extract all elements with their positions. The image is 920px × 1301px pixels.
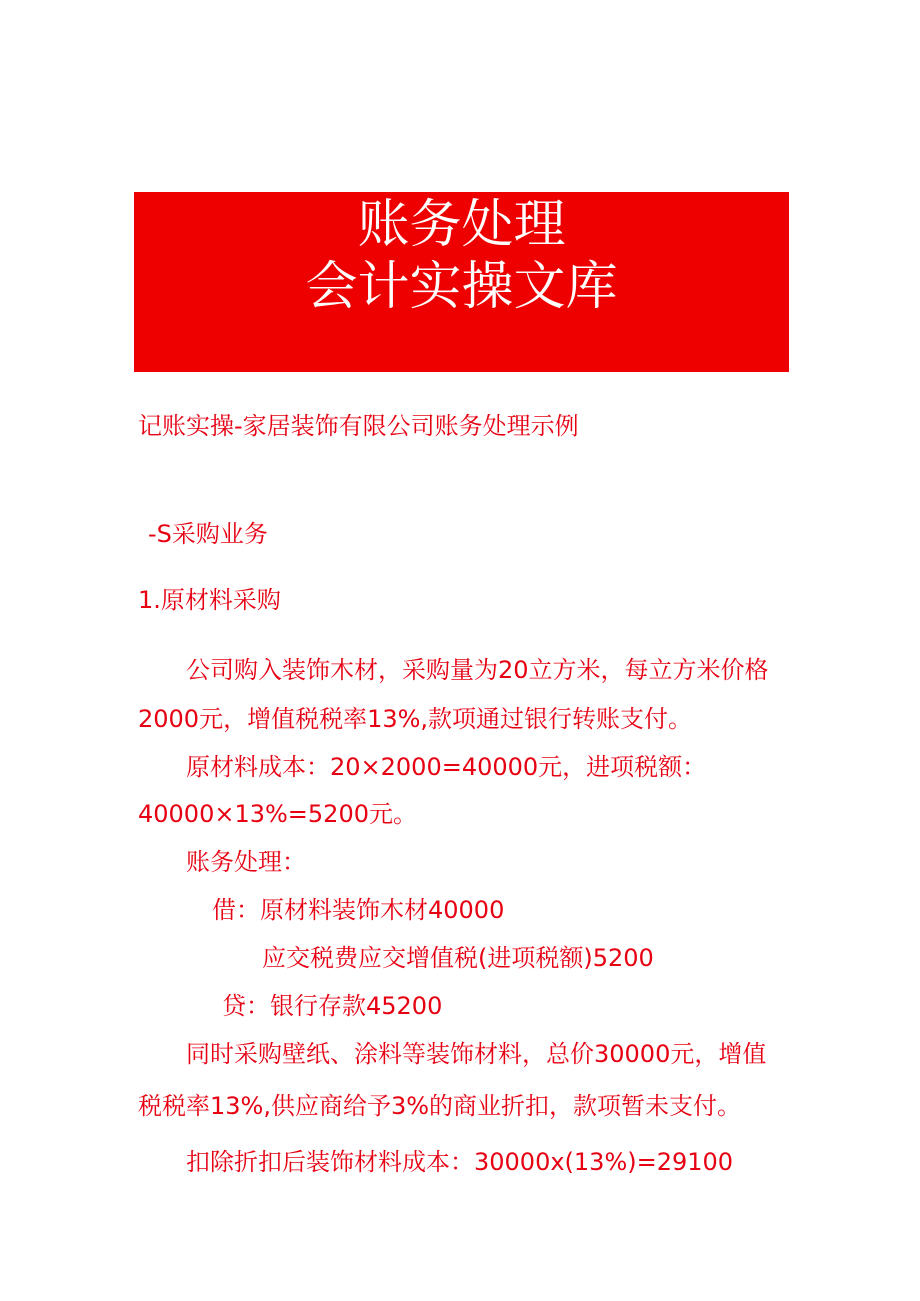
paragraph-3-line-1: 同时采购壁纸、涂料等装饰材料，总价30000元，增值 [186,1040,767,1068]
credit-entry-1: 贷：银行存款45200 [222,992,443,1020]
paragraph-2-line-1: 原材料成本：20×2000=40000元，进项税额： [186,753,707,781]
paragraph-1-line-1: 公司购入装饰木材，采购量为20立方米，每立方米价格 [186,656,769,684]
section-heading: -S采购业务 [148,520,268,548]
debit-entry-1: 借：原材料装饰木材40000 [212,896,505,924]
debit-entry-2: 应交税费应交增值税(进项税额)5200 [262,944,654,972]
paragraph-3-line-2: 税税率13%,供应商给予3%的商业折扣，款项暂未支付。 [138,1092,742,1120]
banner-title-line1: 账务处理 [357,195,566,255]
title-banner [134,192,789,372]
document-heading: 记账实操-家居装饰有限公司账务处理示例 [138,412,579,440]
paragraph-2-line-2: 40000×13%=5200元。 [138,800,417,828]
banner-title-line2: 会计实操文库 [305,257,618,317]
subsection-heading: 1.原材料采购 [138,586,281,614]
entry-title: 账务处理： [186,848,306,876]
paragraph-1-line-2: 2000元，增值税税率13%,款项通过银行转账支付。 [138,705,693,733]
paragraph-4-line-1: 扣除折扣后装饰材料成本：30000x(13%)=29100 [186,1148,734,1176]
